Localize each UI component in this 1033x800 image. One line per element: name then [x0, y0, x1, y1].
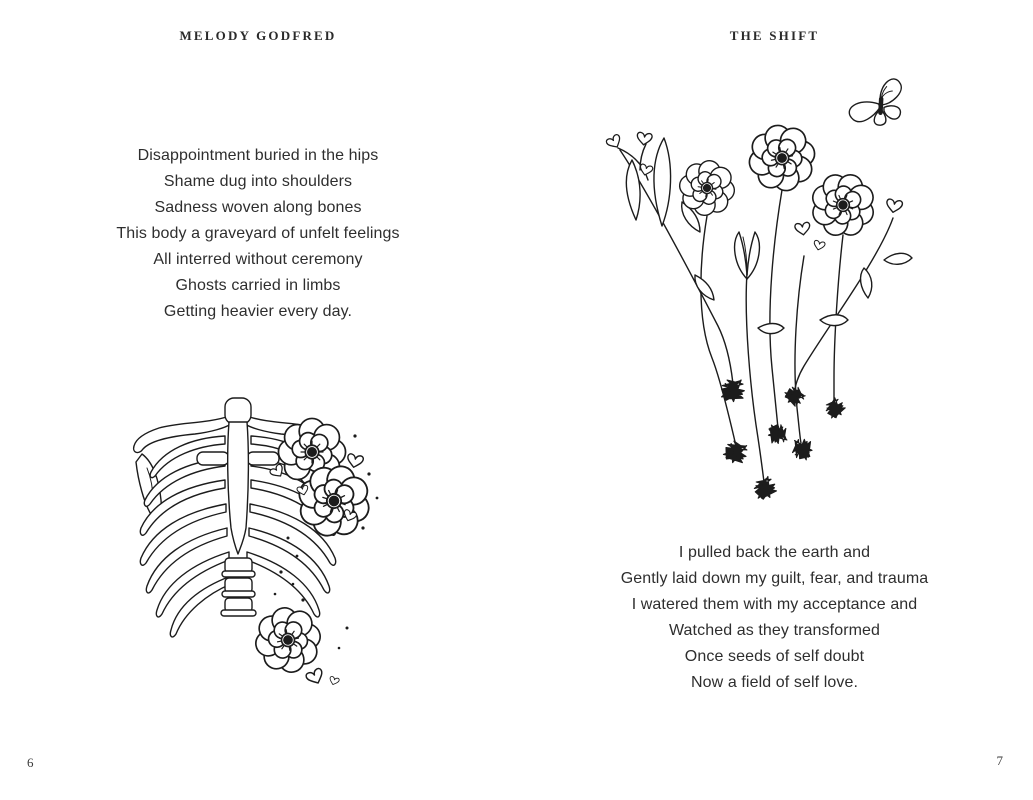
- poem-line: All interred without ceremony: [153, 251, 363, 268]
- poem-line: Ghosts carried in limbs: [175, 277, 341, 294]
- poem-line: Getting heavier every day.: [163, 303, 353, 320]
- poem-line: I pulled back the earth and: [678, 544, 871, 561]
- right-running-header: THE SHIFT: [729, 28, 820, 43]
- marigold-flower: [802, 164, 884, 246]
- left-page-number: 6: [27, 755, 34, 770]
- poem-line: Gently laid down my guilt, fear, and trauma: [620, 570, 929, 587]
- poem-line: Once seeds of self doubt: [684, 648, 865, 665]
- poem-line: Sadness woven along bones: [154, 199, 362, 216]
- left-running-header: MELODY GODFRED: [179, 28, 337, 43]
- heart-shape: [346, 453, 364, 469]
- poem-line: Watched as they transformed: [668, 622, 881, 639]
- ribs-left: [140, 436, 231, 637]
- poem-line: Shame dug into shoulders: [163, 173, 353, 190]
- left-page: [0, 0, 516, 800]
- poem-line: This body a graveyard of unfelt feelings: [116, 225, 400, 242]
- poem-line: Now a field of self love.: [690, 674, 859, 691]
- butterfly-icon: [843, 77, 911, 133]
- marigold-flower: [743, 119, 821, 197]
- heart-shape: [813, 240, 826, 251]
- right-poem: [516, 540, 1033, 696]
- poem-line: I watered them with my acceptance and: [631, 596, 918, 613]
- tulip-bud: [735, 232, 760, 279]
- heart-shape: [305, 668, 325, 687]
- poem-line: Disappointment buried in the hips: [137, 147, 379, 164]
- ribcage-flowers-illustration: [125, 388, 405, 718]
- left-poem: [0, 143, 516, 325]
- right-page-number: 7: [996, 753, 1003, 768]
- heart-shape: [885, 199, 903, 214]
- heart-shape: [795, 222, 811, 236]
- heart-shape: [328, 676, 339, 686]
- right-page: [516, 0, 1033, 800]
- flower-garden-illustration: [588, 68, 918, 508]
- root-scribbles: [720, 377, 847, 501]
